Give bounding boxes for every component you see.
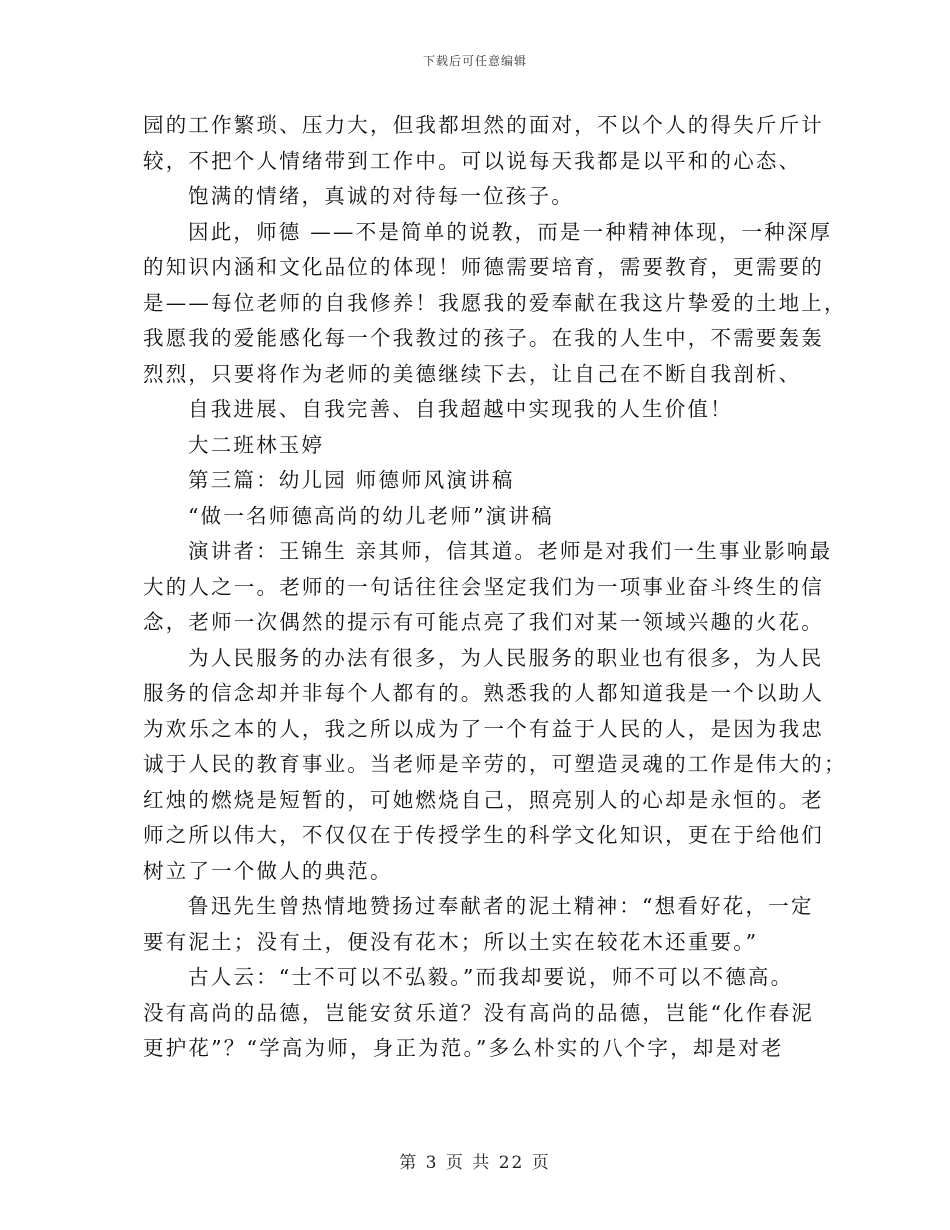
text-line-6: 是——每位老师的自我修养！我愿我的爱奉献在我这片挚爱的土地上， xyxy=(143,290,847,315)
text-line-14: 大的人之一。老师的一句话往往会坚定我们为一项事业奋斗终生的信 xyxy=(143,574,824,599)
text-line-18: 为欢乐之本的人，我之所以成为了一个有益于人民的人，是因为我忠 xyxy=(143,716,824,741)
text-line-26: 没有高尚的品德，岂能安贫乐道？没有高尚的品德，岂能“化作春泥 xyxy=(143,1000,814,1025)
text-line-13: 演讲者：王锦生 亲其师，信其道。老师是对我们一生事业影响最 xyxy=(188,539,833,563)
text-line-17: 服务的信念却并非每个人都有的。熟悉我的人都知道我是一个以助人 xyxy=(143,681,824,705)
text-line-3: 饱满的情绪，真诚的对待每一位孩子。 xyxy=(188,184,574,208)
text-line-15: 念，老师一次偶然的提示有可能点亮了我们对某一领域兴趣的火花。 xyxy=(143,610,824,634)
text-line-10: 大二班林玉婷 xyxy=(188,432,325,457)
body-text xyxy=(143,108,847,1067)
speech-title: “做一名师德高尚的幼儿老师”演讲稿 xyxy=(188,503,554,528)
section-heading: 第三篇：幼儿园 师德师风演讲稿 xyxy=(188,468,515,492)
text-line-2: 较，不把个人情绪带到工作中。可以说每天我都是以平和的心态、 xyxy=(143,148,802,173)
text-line-7: 我愿我的爱能感化每一个我教过的孩子。在我的人生中，不需要轰轰 xyxy=(143,326,824,350)
text-line-23: 鲁迅先生曾热情地赞扬过奉献者的泥土精神：“想看好花，一定 xyxy=(188,894,814,918)
text-line-24: 要有泥土；没有土，便没有花木；所以土实在较花木还重要。” xyxy=(143,929,759,954)
header-note: 下载后可任意编辑 xyxy=(422,54,527,68)
text-line-1: 园的工作繁琐、压力大，但我都坦然的面对，不以个人的得失斤斤计 xyxy=(143,113,824,137)
text-line-19: 诚于人民的教育事业。当老师是辛劳的，可塑造灵魂的工作是伟大的； xyxy=(143,752,847,776)
text-line-20: 红烛的燃烧是短暂的，可她燃烧自己，照亮别人的心却是永恒的。老 xyxy=(143,787,824,812)
text-line-9: 自我进展、自我完善、自我超越中实现我的人生价值！ xyxy=(188,397,733,421)
text-line-27: 更护花”？“学高为师，身正为范。”多么朴实的八个字，却是对老 xyxy=(143,1036,784,1060)
text-line-16: 为人民服务的办法有很多，为人民服务的职业也有很多，为人民 xyxy=(188,645,824,670)
text-line-8: 烈烈，只要将作为老师的美德继续下去，让自己在不断自我剖析、 xyxy=(143,361,802,386)
text-line-5: 的知识内涵和文化品位的体现！师德需要培育，需要教育，更需要的 xyxy=(143,255,824,279)
text-line-4: 因此，师德 ——不是简单的说教，而是一种精神体现，一种深厚 xyxy=(188,219,833,244)
text-line-22: 树立了一个做人的典范。 xyxy=(143,858,393,883)
text-line-21: 师之所以伟大，不仅仅在于传授学生的科学文化知识，更在于给他们 xyxy=(143,823,824,847)
text-line-25: 古人云：“士不可以不弘毅。”而我却要说，师不可以不德高。 xyxy=(188,965,794,989)
page-number-footer: 第 3 页 共 22 页 xyxy=(399,1153,551,1173)
